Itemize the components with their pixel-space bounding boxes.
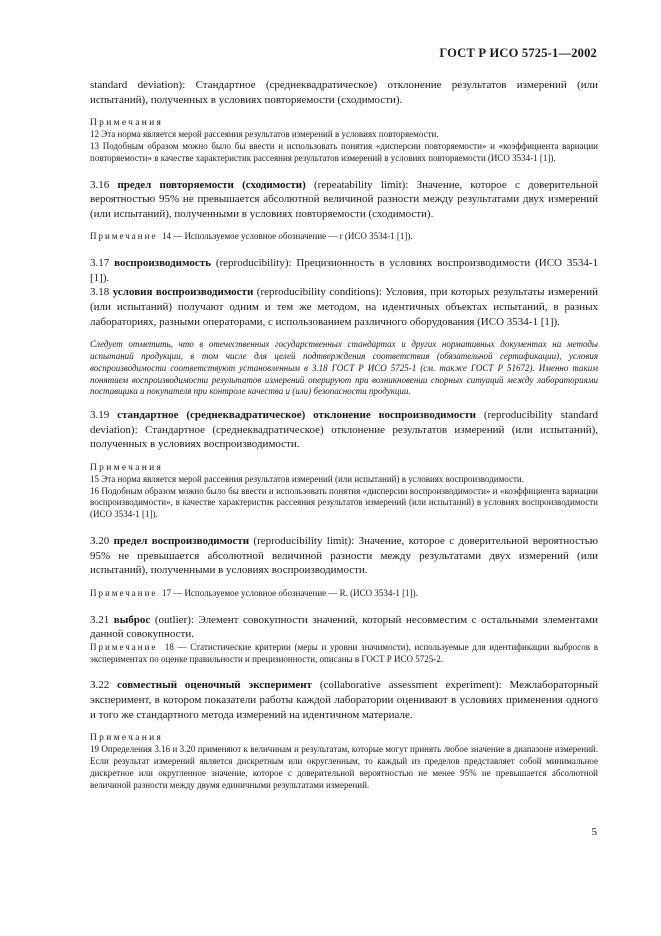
note-label: Примечание bbox=[90, 641, 158, 652]
definition-3-17 bbox=[90, 256, 598, 285]
document-code-header: ГОСТ Р ИСО 5725-1—2002 bbox=[439, 46, 597, 60]
section-number: 3.17 bbox=[90, 257, 110, 270]
notes-heading: Примечания bbox=[90, 462, 164, 473]
section-number: 3.21 bbox=[90, 613, 110, 626]
note-19: 19 Определения 3.16 и 3.20 применяют к величинам и результатам, которые могут принять любое значение в диапазоне измерений. Если результат измерений является дискретным или округленным, то каждый из пределов представляет собой минимальное дискретное или округленное значение, которое с доверительной вероятностью не менее 95% не превышается абсолютной величиной разности между двумя единичными результатами измерений. bbox=[90, 744, 598, 790]
note-12: 12 Эта норма является мерой рассеяния результатов измерений в условиях повторяемости. bbox=[90, 129, 439, 140]
definition-3-21 bbox=[90, 613, 598, 642]
definition-3-22 bbox=[90, 678, 598, 722]
definition-3-20 bbox=[90, 534, 598, 578]
term-reproducibility-standard-deviation: стандартное (среднеквадратическое) отклонение воспроизводимости bbox=[117, 409, 476, 422]
notes-heading: Примечания bbox=[90, 733, 164, 744]
definition-text: (outlier): Элемент совокупности значений, который несовместим с остальными элементами данной совокупности. bbox=[90, 613, 599, 641]
definition-text: (reproducibility standard deviation): Стандартное (среднеквадратическое) отклонение результатов измерений (или испытаний), полученных в условиях воспроизводимости. bbox=[90, 409, 598, 451]
national-note-italic: Следует отметить, что в отечественных государственных стандартах и других нормативных документах на методы испытаний продукции, в том числе для целей подтверждения соответствия (обязательной сертификации), условия воспроизводимости соответствуют установленным в 3.18 ГОСТ Р ИСО 5725-1 (см. также ГОСТ Р 51672). Именно таким понятием воспроизводимости результатов измерений оперируют при возникновении спорных ситуаций между лабораториями поставщика и покупателя при контроле качества и (или) безопасности продукции. bbox=[90, 339, 598, 397]
note-13: 13 Подобным образом можно было бы ввести и использовать понятия «дисперсии повторяемости» и «коэффициента вариации повторяемости» в качестве характеристик рассеяния результатов измерений в условиях повторяемости (ИСО 3534-1 [1]). bbox=[90, 140, 598, 163]
document-body bbox=[90, 78, 598, 791]
note-text: 17 — Используемое условное обозначение — R. (ИСО 3534-1 [1]). bbox=[161, 587, 418, 598]
term-outlier: выброс bbox=[113, 613, 151, 626]
term-reproducibility-limit: предел воспроизводимости bbox=[113, 535, 250, 548]
page-number: 5 bbox=[591, 826, 597, 838]
definition-3-19 bbox=[90, 408, 598, 452]
term-reproducibility-conditions: условия воспроизводимости bbox=[112, 286, 254, 299]
note-label: Примечание bbox=[90, 587, 158, 598]
paragraph-3-15-continued: standard deviation): Стандартное (среднеквадратическое) отклонение результатов измерений (или испытаний), полученных в условиях повторяемости (сходимости). bbox=[90, 79, 598, 106]
note-16: 16 Подобным образом можно было бы ввести и использовать понятия «дисперсии воспроизводимости» и «коэффициента вариации воспроизводимости», в качестве характеристик рассеяния результатов измерений (или испытаний) в условиях воспроизводимости (ИСО 3534-1 [1]). bbox=[90, 485, 598, 520]
term-reproducibility: воспроизводимость bbox=[114, 257, 211, 270]
definition-3-18 bbox=[90, 285, 598, 329]
note-text: 18 — Статистические критерии (меры и уровни значимости), используемые для идентификации выбросов в экспериментах по оценке правильности и прецизионности, описаны в ГОСТ Р ИСО 5725-2. bbox=[90, 641, 598, 664]
note-text: 14 — Используемое условное обозначение — r (ИСО 3534-1 [1]). bbox=[161, 231, 413, 242]
section-number: 3.22 bbox=[90, 679, 110, 692]
section-number: 3.16 bbox=[90, 178, 110, 191]
note-14 bbox=[90, 231, 598, 243]
term-collaborative-assessment-experiment: совместный оценочный эксперимент bbox=[117, 679, 312, 692]
definition-text: (reproducibility conditions): Условия, при которых результаты измерений (или испытаний) получают одним и тем же методом, на идентичных объектах испытаний, в разных лабораториях, разными операторами, с использованием различного оборудования (ИСО 3534-1 [1]). bbox=[90, 286, 599, 328]
section-number: 3.18 bbox=[90, 286, 110, 299]
section-number: 3.20 bbox=[90, 535, 110, 548]
section-number: 3.19 bbox=[90, 409, 110, 422]
note-15: 15 Эта норма является мерой рассеяния результатов измерений (или испытаний) в условиях воспроизводимости. bbox=[90, 473, 524, 484]
definition-text: (reproducibility): Прецизионность в условиях воспроизводимости (ИСО 3534-1 [1]). bbox=[90, 257, 599, 284]
note-18 bbox=[90, 642, 598, 666]
definition-text: (repeatability limit): Значение, которое с доверительной вероятностью 95% не превышается абсолютной величиной разности между результатами двух измерений (или испытаний), полученными в условиях повторяемости (сходимости). bbox=[90, 178, 599, 220]
notes-heading: Примечания bbox=[90, 118, 164, 129]
term-repeatability-limit: предел повторяемости (сходимости) bbox=[117, 178, 306, 191]
note-17 bbox=[90, 588, 598, 600]
note-label: Примечание bbox=[90, 231, 158, 242]
definition-text: (collaborative assessment experiment): Межлабораторный эксперимент, в котором показатели работы каждой лаборатории оценивают в условиях применения одного и того же стандартного метода измерений на идентичном материале. bbox=[90, 679, 599, 721]
definition-3-16 bbox=[90, 178, 598, 222]
definition-text: (reproducibility limit): Значение, которое с доверительной вероятностью 95% не превышается абсолютной величиной разности между результатами двух измерений (или испытаний), полученными в условиях воспроизводимости. bbox=[90, 535, 598, 577]
